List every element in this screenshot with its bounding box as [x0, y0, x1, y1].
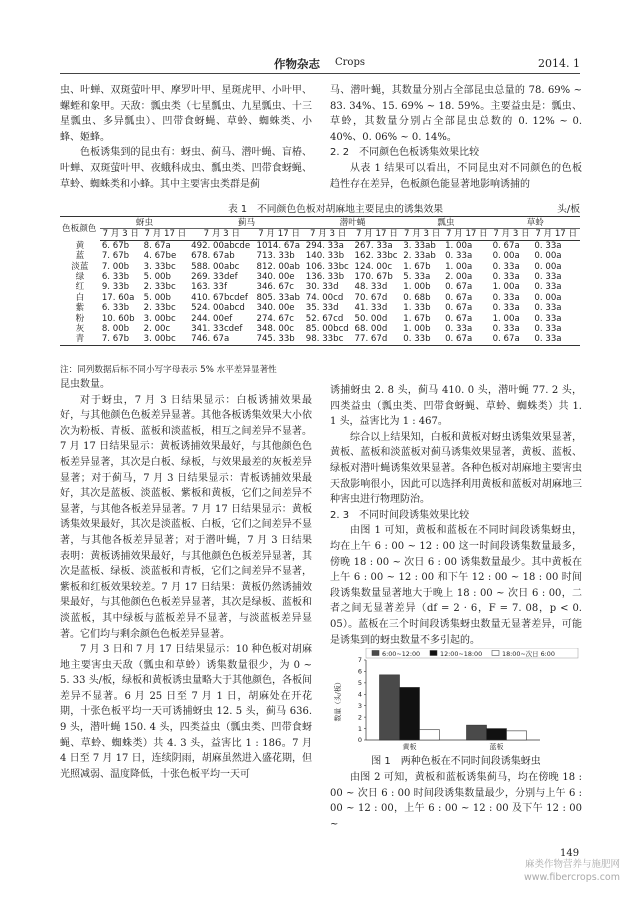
- table-cell: 48. 33d: [354, 282, 388, 293]
- table-cell: 0. 33a: [534, 240, 562, 251]
- table-cell: 0. 33a: [532, 334, 580, 345]
- table-cell: 0. 33a: [534, 313, 562, 324]
- table-cell: 3. 00bc: [143, 313, 176, 324]
- row-label: 灰: [75, 324, 85, 335]
- paragraph: 诱捕蚜虫 2. 8 头，蓟马 410. 0 头，潜叶蝇 77. 2 头，四类益虫（瓢虫类、凹带食蚜蝇、草蛉、蜘蛛类）共 1. 1 头，益害比为 1 : 467。: [330, 385, 582, 428]
- table-cell: 1. 00a: [445, 240, 473, 251]
- paragraph: 虫、叶蝉、双斑萤叶甲、摩罗叶甲、星斑虎甲、小叶甲、螺蛭和象甲。天敌：瓢虫类（七星瓢虫、九星瓢虫、十三星瓢虫、多异瓢虫）、凹带食蚜蝇、草蛉、蜘蛛类、小蜂、姬蜂。: [60, 85, 312, 143]
- table-cell: 0. 67a: [491, 334, 533, 345]
- table-cell: 2. 00c: [143, 324, 171, 335]
- table-cell: 0. 67a: [445, 303, 473, 314]
- table-cell: 0. 67a: [445, 292, 473, 303]
- table-cell: 340. 00e: [256, 303, 295, 314]
- table-cell: 17. 60a: [101, 292, 135, 303]
- table-cell: 5. 00b: [143, 292, 171, 303]
- figure-1: [330, 648, 582, 768]
- running-header: [60, 52, 580, 74]
- table-cell: 0. 33a: [492, 324, 520, 335]
- table-row: [60, 324, 580, 334]
- table-unit: 头/板: [557, 204, 580, 215]
- table-cell: 9. 33b: [101, 282, 130, 293]
- paragraph: 对于蚜虫，7 月 3 日结果显示：白板诱捕效果最好，与其他颜色色板差异显著。其他各板诱集效果大小依次为粉板、青板、蓝板和淡蓝板，相互之间差异不显著。7 月 17 日结果显示：黄板诱捕效果最好，与其他颜色色板差异显著，其次是白板、绿板，与效果最差的灰板差异显著；对于蓟马，7 月 3 日结果显示：青板诱捕效果最好，其次是蓝板、淡蓝板、紫板和黄板，它们之间差异不显著，与其他各板差异显著。7 月 17 日结果显示：黄板诱集效果最好，其次是淡蓝板、白板，它们之间差异不显著，与其他各板差异显著；对于潜叶蝇，7 月 3 日结果表明：黄板诱捕效果最好，与其他颜色色板差异显著，其次是蓝板、绿板、淡蓝板和青板，它们之间差异不显著，紫板和红板效果较差。7 月 17 日结果：黄板仍然诱捕效果最好，与其他颜色色板差异显著，其次是绿板、蓝板和淡蓝板，其中绿板与蓝板差异不显著，与淡蓝板差异显著。它们均与剩余颜色色板差异显著。: [60, 394, 312, 640]
- table-cell: 0. 00a: [534, 251, 562, 262]
- date-header: 7 月 3 日: [401, 229, 443, 240]
- column-top-left: [60, 83, 312, 197]
- y-tick-label: 5: [357, 679, 362, 688]
- table-cell: 1. 67b: [403, 313, 431, 324]
- column-group-header: 潜叶蝇: [304, 217, 401, 229]
- legend-swatch: [492, 651, 499, 656]
- table-cell: 140. 33b: [305, 251, 345, 262]
- table-cell: 269. 33def: [191, 272, 238, 283]
- table-row: [60, 272, 580, 282]
- table-cell: 346. 67c: [256, 282, 295, 293]
- table-cell: 77. 67d: [353, 334, 402, 345]
- row-label: 红: [75, 282, 85, 293]
- table-cell: 3. 00bc: [142, 334, 190, 345]
- watermark-url: www.fibercrops.com: [523, 872, 620, 883]
- table-cell: 678. 67ab: [191, 251, 235, 262]
- table-cell: 70. 67d: [354, 292, 388, 303]
- table-row: [60, 334, 580, 345]
- legend-swatch: [430, 651, 437, 656]
- table-cell: 244. 00ef: [191, 313, 233, 324]
- table-cell: 162. 33bc: [354, 251, 398, 262]
- table-cell: 2. 33ab: [403, 251, 436, 262]
- table-cell: 805. 33ab: [256, 292, 301, 303]
- legend-swatch: [372, 651, 379, 656]
- paragraph: 昆虫数量。: [60, 379, 110, 390]
- y-tick-label: 4: [357, 690, 362, 699]
- table-cell: 1. 00b: [403, 282, 431, 293]
- table-cell: 1. 00a: [445, 261, 473, 272]
- y-tick-label: 7: [357, 656, 362, 665]
- table-cell: 0. 33a: [534, 272, 562, 283]
- legend-label: 6:00~12:00: [382, 650, 421, 658]
- date-header: 7 月 17 日: [254, 229, 303, 240]
- table-cell: 0. 67a: [443, 334, 491, 345]
- table-cell: 267. 33a: [354, 240, 393, 251]
- bar: [400, 687, 420, 740]
- table-cell: 6. 33b: [101, 272, 130, 283]
- row-label: 绿: [75, 272, 85, 283]
- table-cell: 524. 00abcd: [191, 303, 245, 314]
- y-axis-label: 数量（头/板）: [334, 678, 342, 722]
- table-cell: 4. 67be: [143, 251, 177, 262]
- table-cell: 2. 33bc: [143, 282, 176, 293]
- bar: [467, 725, 487, 740]
- table-cell: 30. 33d: [305, 282, 339, 293]
- section-heading: 2. 3 不同时间段诱集效果比较: [330, 509, 470, 521]
- table-cell: 1014. 67a: [256, 240, 301, 251]
- row-label: 黄: [75, 240, 85, 251]
- table-cell: 0. 33b: [401, 334, 443, 345]
- bar-chart: [330, 648, 582, 752]
- table-cell: 7. 00b: [101, 261, 130, 272]
- paragraph: 色板诱集到的昆虫有：蚜虫、蓟马、潜叶蝇、盲椿、叶蝉、双斑萤叶甲、夜蛾科成虫、瓢虫类、凹带食蚜蝇、草蛉、蜘蛛类和小蜂。其中主要害虫类群是蓟: [60, 147, 312, 190]
- row-label: 白: [75, 292, 85, 303]
- table-cell: 0. 33a: [445, 324, 473, 335]
- table-cell: 745. 33b: [254, 334, 303, 345]
- table-row: [60, 240, 580, 251]
- table-cell: 2. 00a: [445, 272, 473, 283]
- column-top-right: [330, 83, 582, 197]
- bar: [420, 730, 440, 740]
- table-cell: 0. 33a: [534, 324, 562, 335]
- table-cell: 41. 33d: [354, 303, 388, 314]
- date-header: 7 月 17 日: [142, 229, 190, 240]
- table-cell: 0. 67a: [445, 313, 473, 324]
- table-cell: 1. 00a: [492, 282, 520, 293]
- table-cell: 294. 33a: [305, 240, 344, 251]
- table-cell: 0. 68b: [403, 292, 431, 303]
- table-cell: 2. 33bc: [143, 303, 176, 314]
- table-cell: 7. 67b: [101, 251, 130, 262]
- legend-label: 12:00~18:00: [440, 650, 483, 658]
- table-cell: 7. 67b: [100, 334, 142, 345]
- column-group-header: 蚜虫: [100, 217, 189, 229]
- date-header: 7 月 17 日: [532, 229, 580, 240]
- paragraph: 从表 1 结果可以看出，不同昆虫对不同颜色的色板趋性存在差异，色板颜色能显著地影响诱捕的: [330, 162, 582, 190]
- section-heading: 2. 2 不同颜色色板诱集效果比较: [330, 147, 480, 159]
- paragraph: 马、潜叶蝇，其数量分别占全部昆虫总量的 78. 69% ~ 83. 34%、15. 69% ~ 18. 59%。主要益虫是：瓢虫、草蛉，其数量分别占全部昆虫总数的 0. 12% ~ 0. 40%、0. 06% ~ 0. 14%。: [330, 85, 582, 143]
- table-cell: 50. 00d: [354, 313, 388, 324]
- table-cell: 340. 00e: [256, 272, 295, 283]
- paragraph: 由图 1 可知，黄板和蓝板在不同时间段诱集蚜虫，均在上午 6 : 00 ~ 12 : 00 这一时间段诱集数量最多，傍晚 18 : 00 ~ 次日 6 : 00 诱集数量最少。其中黄板在上午 6 : 00 ~ 12 : 00 和下午 12 : 00 ~ 18 : 00 时间段诱集数量显著地大于晚上 18 : 00 ~ 次日 6 : 00，二者之间无显著差异（df = 2 · 6，F = 7. 08，p < 0. 05）。蓝板在三个时间段诱集蚜虫数量无显著差异，可能是诱集到的蚜虫数量不多引起的。: [330, 525, 582, 646]
- table-cell: 1. 00b: [403, 324, 431, 335]
- table-cell: 1. 67b: [403, 261, 431, 272]
- table-cell: 812. 00ab: [256, 261, 301, 272]
- y-tick-label: 0: [357, 736, 362, 745]
- table-cell: 52. 67cd: [305, 313, 344, 324]
- bar: [487, 729, 507, 740]
- table-cell: 106. 33bc: [305, 261, 349, 272]
- table-row: [60, 251, 580, 261]
- date-header: 7 月 3 日: [304, 229, 353, 240]
- column-group-header: 草蛉: [491, 217, 580, 229]
- date-header: 7 月 17 日: [443, 229, 491, 240]
- journal-name-en: Crops: [335, 57, 365, 68]
- table-cell: 0. 33a: [492, 292, 520, 303]
- table-cell: 0. 33a: [445, 251, 473, 262]
- table-cell: 35. 33d: [305, 303, 339, 314]
- table-cell: 0. 33a: [534, 303, 562, 314]
- table-cell: 492. 00abcde: [191, 240, 251, 251]
- date-header: 7 月 3 日: [491, 229, 533, 240]
- date-header: 7 月 3 日: [100, 229, 142, 240]
- table-cell: 68. 00d: [354, 324, 388, 335]
- legend-label: 18:00~次日 6:00: [502, 650, 555, 658]
- table-cell: 746. 67a: [189, 334, 254, 345]
- table-title: 表 1 不同颜色色板对胡麻地主要昆虫的诱集效果: [228, 204, 444, 215]
- table-cell: 274. 67c: [256, 313, 295, 324]
- table-cell: 6. 67b: [101, 240, 130, 251]
- figure-caption: 图 1 两种色板在不同时间段诱集蚜虫: [371, 756, 541, 767]
- table-cell: 85. 00bcd: [305, 324, 349, 335]
- x-tick-label: 黄板: [402, 743, 417, 751]
- table-cell: 0. 33a: [534, 282, 562, 293]
- table-cell: 0. 00a: [492, 251, 520, 262]
- data-table: [60, 216, 580, 346]
- table-note: 注：同列数据后标不同小写字母表示 5% 水平差异显著性: [60, 365, 277, 375]
- table-row: [60, 293, 580, 303]
- watermark-text: 麻类作物营养与施肥网: [524, 859, 620, 870]
- table-row: [60, 262, 580, 272]
- y-tick-label: 2: [357, 713, 362, 722]
- table-row: [60, 303, 580, 313]
- table-cell: 8. 67a: [143, 240, 171, 251]
- paragraph: 综合以上结果知，白板和黄板对蚜虫诱集效果显著，黄板、蓝板和淡蓝板对蓟马诱集效果显著，黄板、蓝板、绿板对潜叶蝇诱集效果显著。各种色板对胡麻地主要害虫天敌影响很小，因此可以选择利用黄板和蓝板对胡麻地三种害虫进行物理防治。: [330, 431, 582, 506]
- table-cell: 98. 33bc: [304, 334, 353, 345]
- table-cell: 6. 33b: [101, 303, 130, 314]
- issue-number: 2014. 1: [538, 57, 580, 70]
- table-cell: 588. 00abc: [191, 261, 240, 272]
- row-label: 紫: [75, 303, 85, 314]
- bar: [507, 731, 527, 740]
- paragraph: 由图 2 可知，黄板和蓝板诱集蓟马，均在傍晚 18 : 00 ~ 次日 6 : 00 时间段诱集数量最少，分别与上午 6 : 00 ~ 12 : 00，上午 6 : 00 ~ 12 : 00 及下午 12 : 00 ~: [330, 772, 582, 830]
- table-cell: 170. 67b: [354, 272, 393, 283]
- table-cell: 341. 33cdef: [191, 324, 243, 335]
- table-cell: 713. 33b: [256, 251, 295, 262]
- table-cell: 1. 33b: [403, 303, 431, 314]
- table-cell: 0. 00a: [534, 292, 562, 303]
- column-bottom-left: [60, 377, 312, 863]
- journal-name: 作物杂志: [274, 57, 320, 71]
- x-tick-label: 蓝板: [489, 743, 504, 751]
- date-header: 7 月 3 日: [189, 229, 254, 240]
- table-cell: 0. 33a: [492, 272, 520, 283]
- table-cell: 136. 33b: [305, 272, 345, 283]
- table-row: [60, 314, 580, 324]
- y-tick-label: 3: [357, 701, 362, 710]
- table-cell: 5. 33a: [403, 272, 431, 283]
- row-label: 粉: [75, 313, 85, 324]
- row-label: 青: [60, 334, 100, 345]
- table-cell: 163. 33f: [191, 282, 227, 293]
- table-cell: 348. 00c: [256, 324, 295, 335]
- table-cell: 74. 00cd: [305, 292, 344, 303]
- y-tick-label: 1: [357, 724, 362, 733]
- bar: [380, 675, 400, 740]
- table-cell: 3. 33bc: [143, 261, 176, 272]
- table-cell: 0. 33a: [492, 261, 520, 272]
- table-cell: 124. 00c: [354, 261, 393, 272]
- column-group-header: 瓢虫: [401, 217, 490, 229]
- table-row: [60, 282, 580, 292]
- date-header: 7 月 17 日: [353, 229, 402, 240]
- table-cell: 5. 00b: [143, 272, 171, 283]
- paragraph: 7 月 3 日和 7 月 17 日结果显示：10 种色板对胡麻地主要害虫天敌（瓢虫和草蛉）诱集数量很少，为 0 ~ 5. 33 头/板，绿板和黄板诱虫量略大于其他颜色，各板间差异不显著。6 月 25 日至 7 月 1 日，胡麻处在开花期，十张色板平均一天可诱捕蚜虫 12. 5 头，蓟马 636. 9 头，潜叶蝇 150. 4 头，四类益虫（瓢虫类、凹带食蚜蝇、草蛉、蜘蛛类）共 4. 3 头，益害比 1 : 186。7 月 4 日至 7 月 17 日，连续阴雨，胡麻虽然进入盛花期，但光照减弱、温度降低，十张色板平均一天可: [60, 644, 312, 780]
- column-header: 色板颜色: [60, 217, 100, 241]
- row-label: 淡蓝: [71, 261, 89, 272]
- table-cell: 0. 33a: [492, 303, 520, 314]
- page-number: 149: [560, 848, 580, 859]
- column-bottom-right: [330, 383, 582, 651]
- table-cell: 10. 60b: [101, 313, 135, 324]
- table-cell: 0. 67a: [492, 240, 520, 251]
- watermark: [440, 858, 620, 884]
- row-label: 蓝: [75, 251, 85, 262]
- table-cell: 0. 67a: [445, 282, 473, 293]
- column-bottom-right-continued: [330, 770, 582, 840]
- table-cell: 0. 00a: [534, 261, 562, 272]
- table-cell: 1. 00a: [492, 313, 520, 324]
- table-cell: 8. 00b: [101, 324, 130, 335]
- column-group-header: 蓟马: [189, 217, 304, 229]
- y-tick-label: 6: [357, 667, 362, 676]
- table-cell: 3. 33ab: [403, 240, 436, 251]
- table-cell: 410. 67bcdef: [191, 292, 248, 303]
